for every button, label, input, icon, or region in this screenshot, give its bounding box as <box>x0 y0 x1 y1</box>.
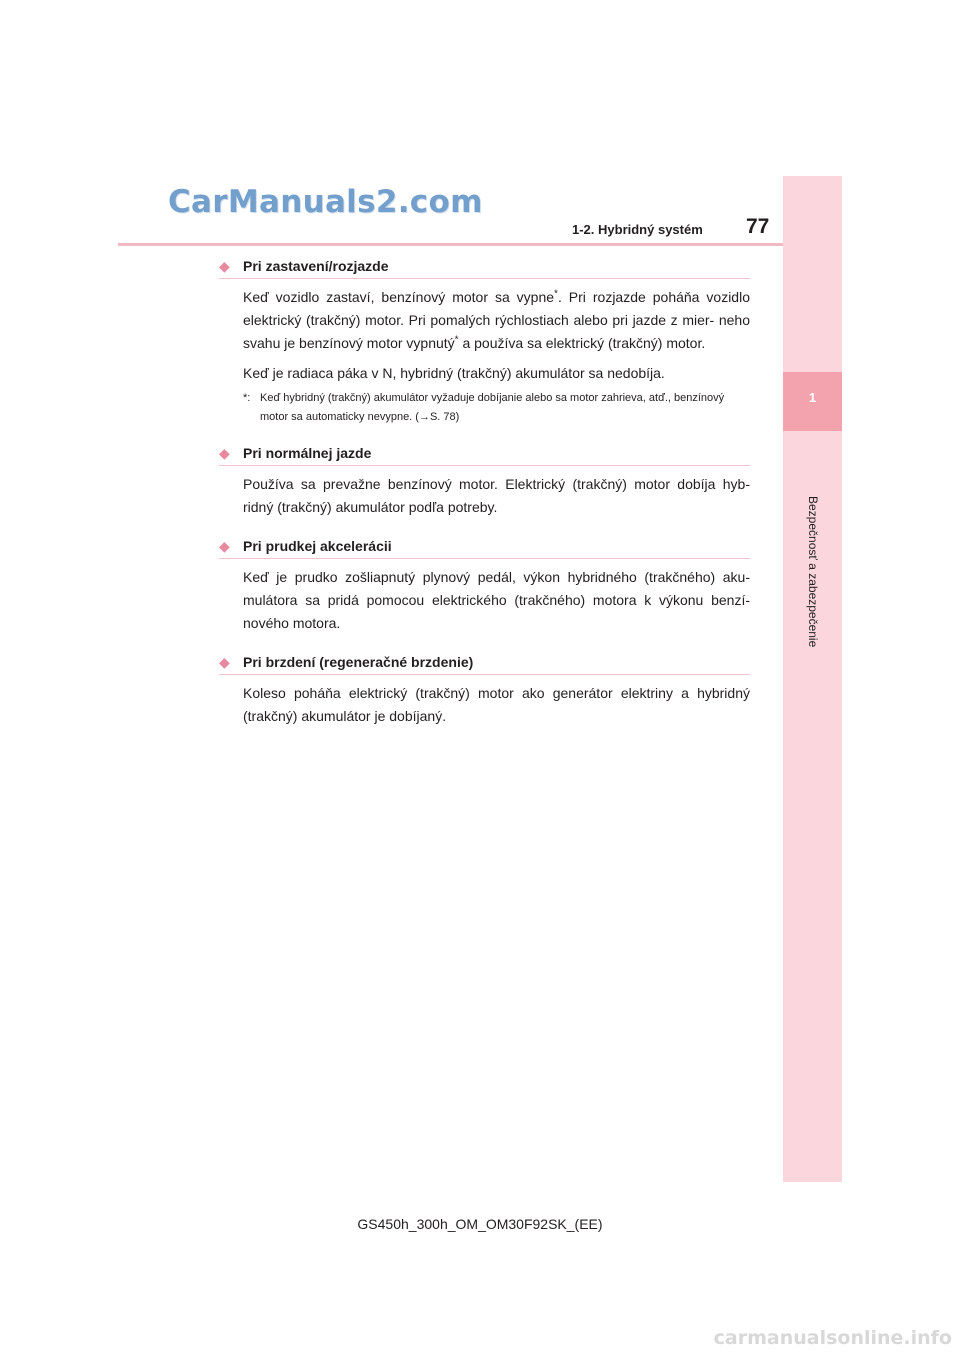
asterisk-mark: * <box>554 288 558 300</box>
document-code: GS450h_300h_OM_OM30F92SK_(EE) <box>357 1216 603 1232</box>
section-title: Pri brzdení (regeneračné brzdenie) <box>243 654 474 670</box>
footnote-text: Keď hybridný (trakčný) akumulátor vyžaduje dobíjanie alebo sa motor zahrieva, atď., benzínový motor sa automaticky nevypne. (→S. 78) <box>260 392 725 423</box>
diamond-bullet-icon: ◆ <box>219 653 230 670</box>
chapter-side-tab <box>783 176 842 1182</box>
diamond-bullet-icon: ◆ <box>219 537 230 554</box>
section-title: Pri zastavení/rozjazde <box>243 258 389 274</box>
chapter-number: 1 <box>808 390 817 405</box>
section-heading <box>219 534 750 559</box>
paragraph <box>243 286 750 355</box>
watermark-site: carmanualsonline.info <box>713 1327 952 1349</box>
text-run: . Pri rozjazde poháňa vozidlo elektrický (trakčný) motor. Pri pomalých rýchlostiach alebo pri jazde z mier- neho svahu je benzínový motor vypnutý <box>243 289 750 351</box>
watermark-logo: CarManuals2.com <box>168 184 483 220</box>
header-divider <box>118 243 842 246</box>
section-regenerative-braking <box>219 650 750 728</box>
section-heading <box>219 254 750 279</box>
text-run: Keď vozidlo zastaví, benzínový motor sa vypne <box>243 289 555 305</box>
section-title: Pri prudkej akcelerácii <box>243 538 392 554</box>
footnote-mark: *: <box>243 392 251 404</box>
paragraph: Používa sa prevažne benzínový motor. Elektrický (trakčný) motor dobíja hyb- ridný (trakčný) akumulátor podľa potreby. <box>243 476 750 515</box>
diamond-bullet-icon: ◆ <box>219 444 230 461</box>
section-stopping-starting <box>219 254 750 427</box>
section-title: Pri normálnej jazde <box>243 445 372 461</box>
page-content <box>219 254 750 728</box>
section-normal-driving <box>219 441 750 519</box>
section-heading <box>219 441 750 466</box>
asterisk-mark: * <box>454 334 459 346</box>
diamond-bullet-icon: ◆ <box>219 257 230 274</box>
paragraph: Keď je radiaca páka v N, hybridný (trakčný) akumulátor sa nedobíja. <box>243 365 665 381</box>
paragraph: Keď je prudko zošliapnutý plynový pedál, výkon hybridného (trakčného) aku- mulátora sa pridá pomocou elektrického (trakčného) motora k výkonu benzí- nového motora. <box>243 569 750 631</box>
text-run: a používa sa elektrický (trakčný) motor. <box>458 335 706 351</box>
chapter-label: Bezpečnosť a zabezpečenie <box>806 496 820 648</box>
footnote <box>243 389 750 427</box>
paragraph: Koleso poháňa elektrický (trakčný) motor ako generátor elektriny a hybridný (trakčný) akumulátor je dobíjaný. <box>243 685 750 724</box>
section-header: 1-2. Hybridný systém <box>572 222 703 237</box>
page-number: 77 <box>746 215 770 238</box>
section-heading <box>219 650 750 675</box>
section-hard-acceleration <box>219 534 750 635</box>
